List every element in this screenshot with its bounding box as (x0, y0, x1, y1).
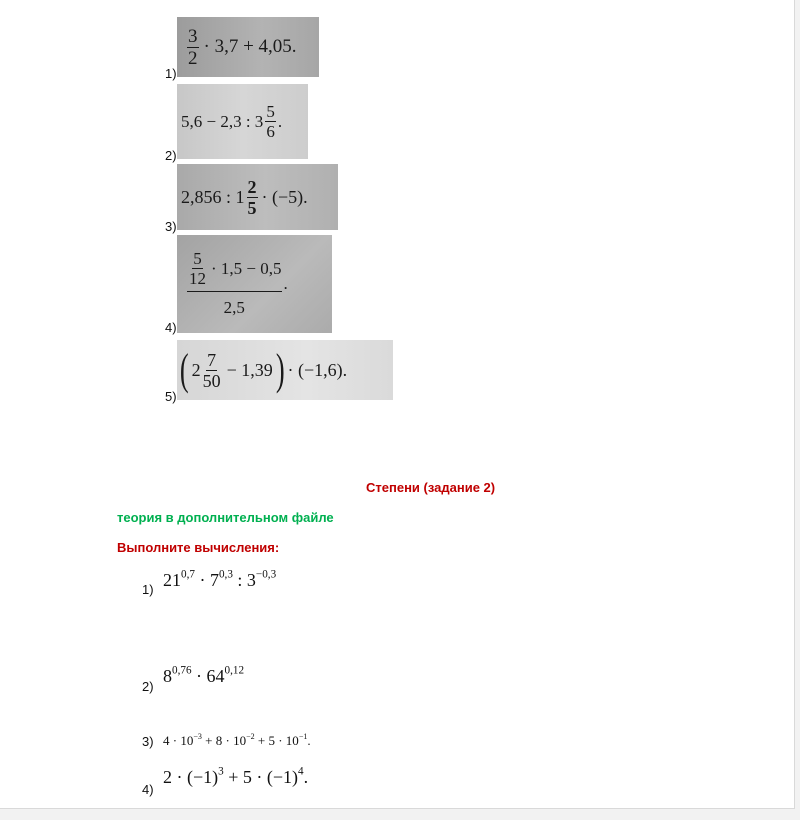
term: 4 · 10 (163, 733, 194, 748)
expression-text: 2,856 : 1 (181, 186, 245, 207)
numerator: 5 (193, 249, 202, 268)
fraction (189, 250, 206, 287)
period: . (303, 767, 309, 787)
power-expression-2 (163, 666, 244, 687)
denominator: 2 (188, 47, 198, 69)
power-expression-3 (163, 733, 311, 749)
numerator: 3 (188, 25, 198, 47)
operator: · (194, 570, 210, 590)
problem-number: 5) (165, 389, 177, 404)
expression-text: · 1,5 − 0,5 (211, 258, 282, 278)
expression-text: − 1,39 (226, 359, 273, 380)
problem-photo-1 (177, 17, 319, 77)
denominator: 5 (247, 197, 257, 218)
expression-text: 5,6 − 2,3 : 3 (181, 111, 264, 131)
denominator: 50 (202, 370, 221, 391)
compound-numerator (187, 250, 282, 292)
exponent: 4 (298, 765, 304, 778)
base: 7 (209, 570, 219, 590)
fraction (265, 103, 276, 140)
expression-text: · (−1,6). (287, 359, 348, 380)
right-parenthesis: ) (275, 345, 285, 394)
instruction: Выполните вычисления: (117, 540, 280, 555)
base: 3 (246, 570, 256, 590)
term: 2 · (−1) (163, 767, 219, 787)
term: + 5 · (−1) (223, 767, 299, 787)
operator: · (191, 666, 207, 686)
exponent: 0,12 (224, 664, 245, 677)
expression-text: · 3,7 + 4,05. (203, 36, 297, 57)
fraction (187, 27, 199, 68)
expression-text: . (277, 111, 283, 131)
fraction (247, 178, 258, 217)
numerator: 5 (266, 102, 275, 121)
exponent: −0,3 (255, 568, 277, 581)
problem-number: 3) (142, 734, 154, 749)
expression-text: . (283, 274, 288, 293)
problem-number: 4) (165, 320, 177, 335)
denominator: 6 (266, 122, 275, 141)
theory-note: теория в дополнительном файле (117, 510, 334, 525)
base: 8 (163, 666, 172, 686)
power-expression-1 (163, 570, 276, 591)
compound-denominator: 2,5 (223, 298, 245, 317)
term: + 5 · 10 (254, 733, 299, 748)
problem-number: 1) (165, 66, 177, 81)
numerator: 7 (207, 349, 217, 370)
section-title: Степени (задание 2) (366, 480, 496, 495)
expression-text: · (−5). (261, 186, 308, 207)
fraction (203, 351, 221, 390)
problem-photo-5 (177, 340, 393, 400)
exponent: −1 (298, 731, 308, 741)
exponent: 0,3 (218, 568, 233, 581)
operator: : (232, 570, 247, 590)
base: 21 (163, 570, 181, 590)
left-parenthesis: ( (179, 345, 189, 394)
term: + 8 · 10 (201, 733, 247, 748)
problem-number: 3) (165, 219, 177, 234)
exponent: 3 (218, 765, 224, 778)
exponent: 0,7 (181, 568, 195, 581)
numerator: 2 (247, 176, 257, 197)
problem-photo-2 (177, 84, 308, 159)
period: . (307, 733, 311, 748)
problem-number: 4) (142, 782, 154, 797)
expression-text: 2 (191, 359, 201, 380)
exponent: −3 (193, 731, 202, 741)
power-expression-4 (163, 767, 308, 788)
problem-photo-4 (177, 235, 332, 333)
compound-fraction (187, 250, 282, 318)
exponent: −2 (246, 731, 255, 741)
problem-number: 1) (142, 582, 154, 597)
denominator: 12 (189, 269, 206, 288)
problem-number: 2) (165, 148, 177, 163)
base: 64 (206, 666, 225, 686)
problem-photo-3 (177, 164, 338, 230)
problem-number: 2) (142, 679, 154, 694)
exponent: 0,76 (172, 664, 192, 677)
